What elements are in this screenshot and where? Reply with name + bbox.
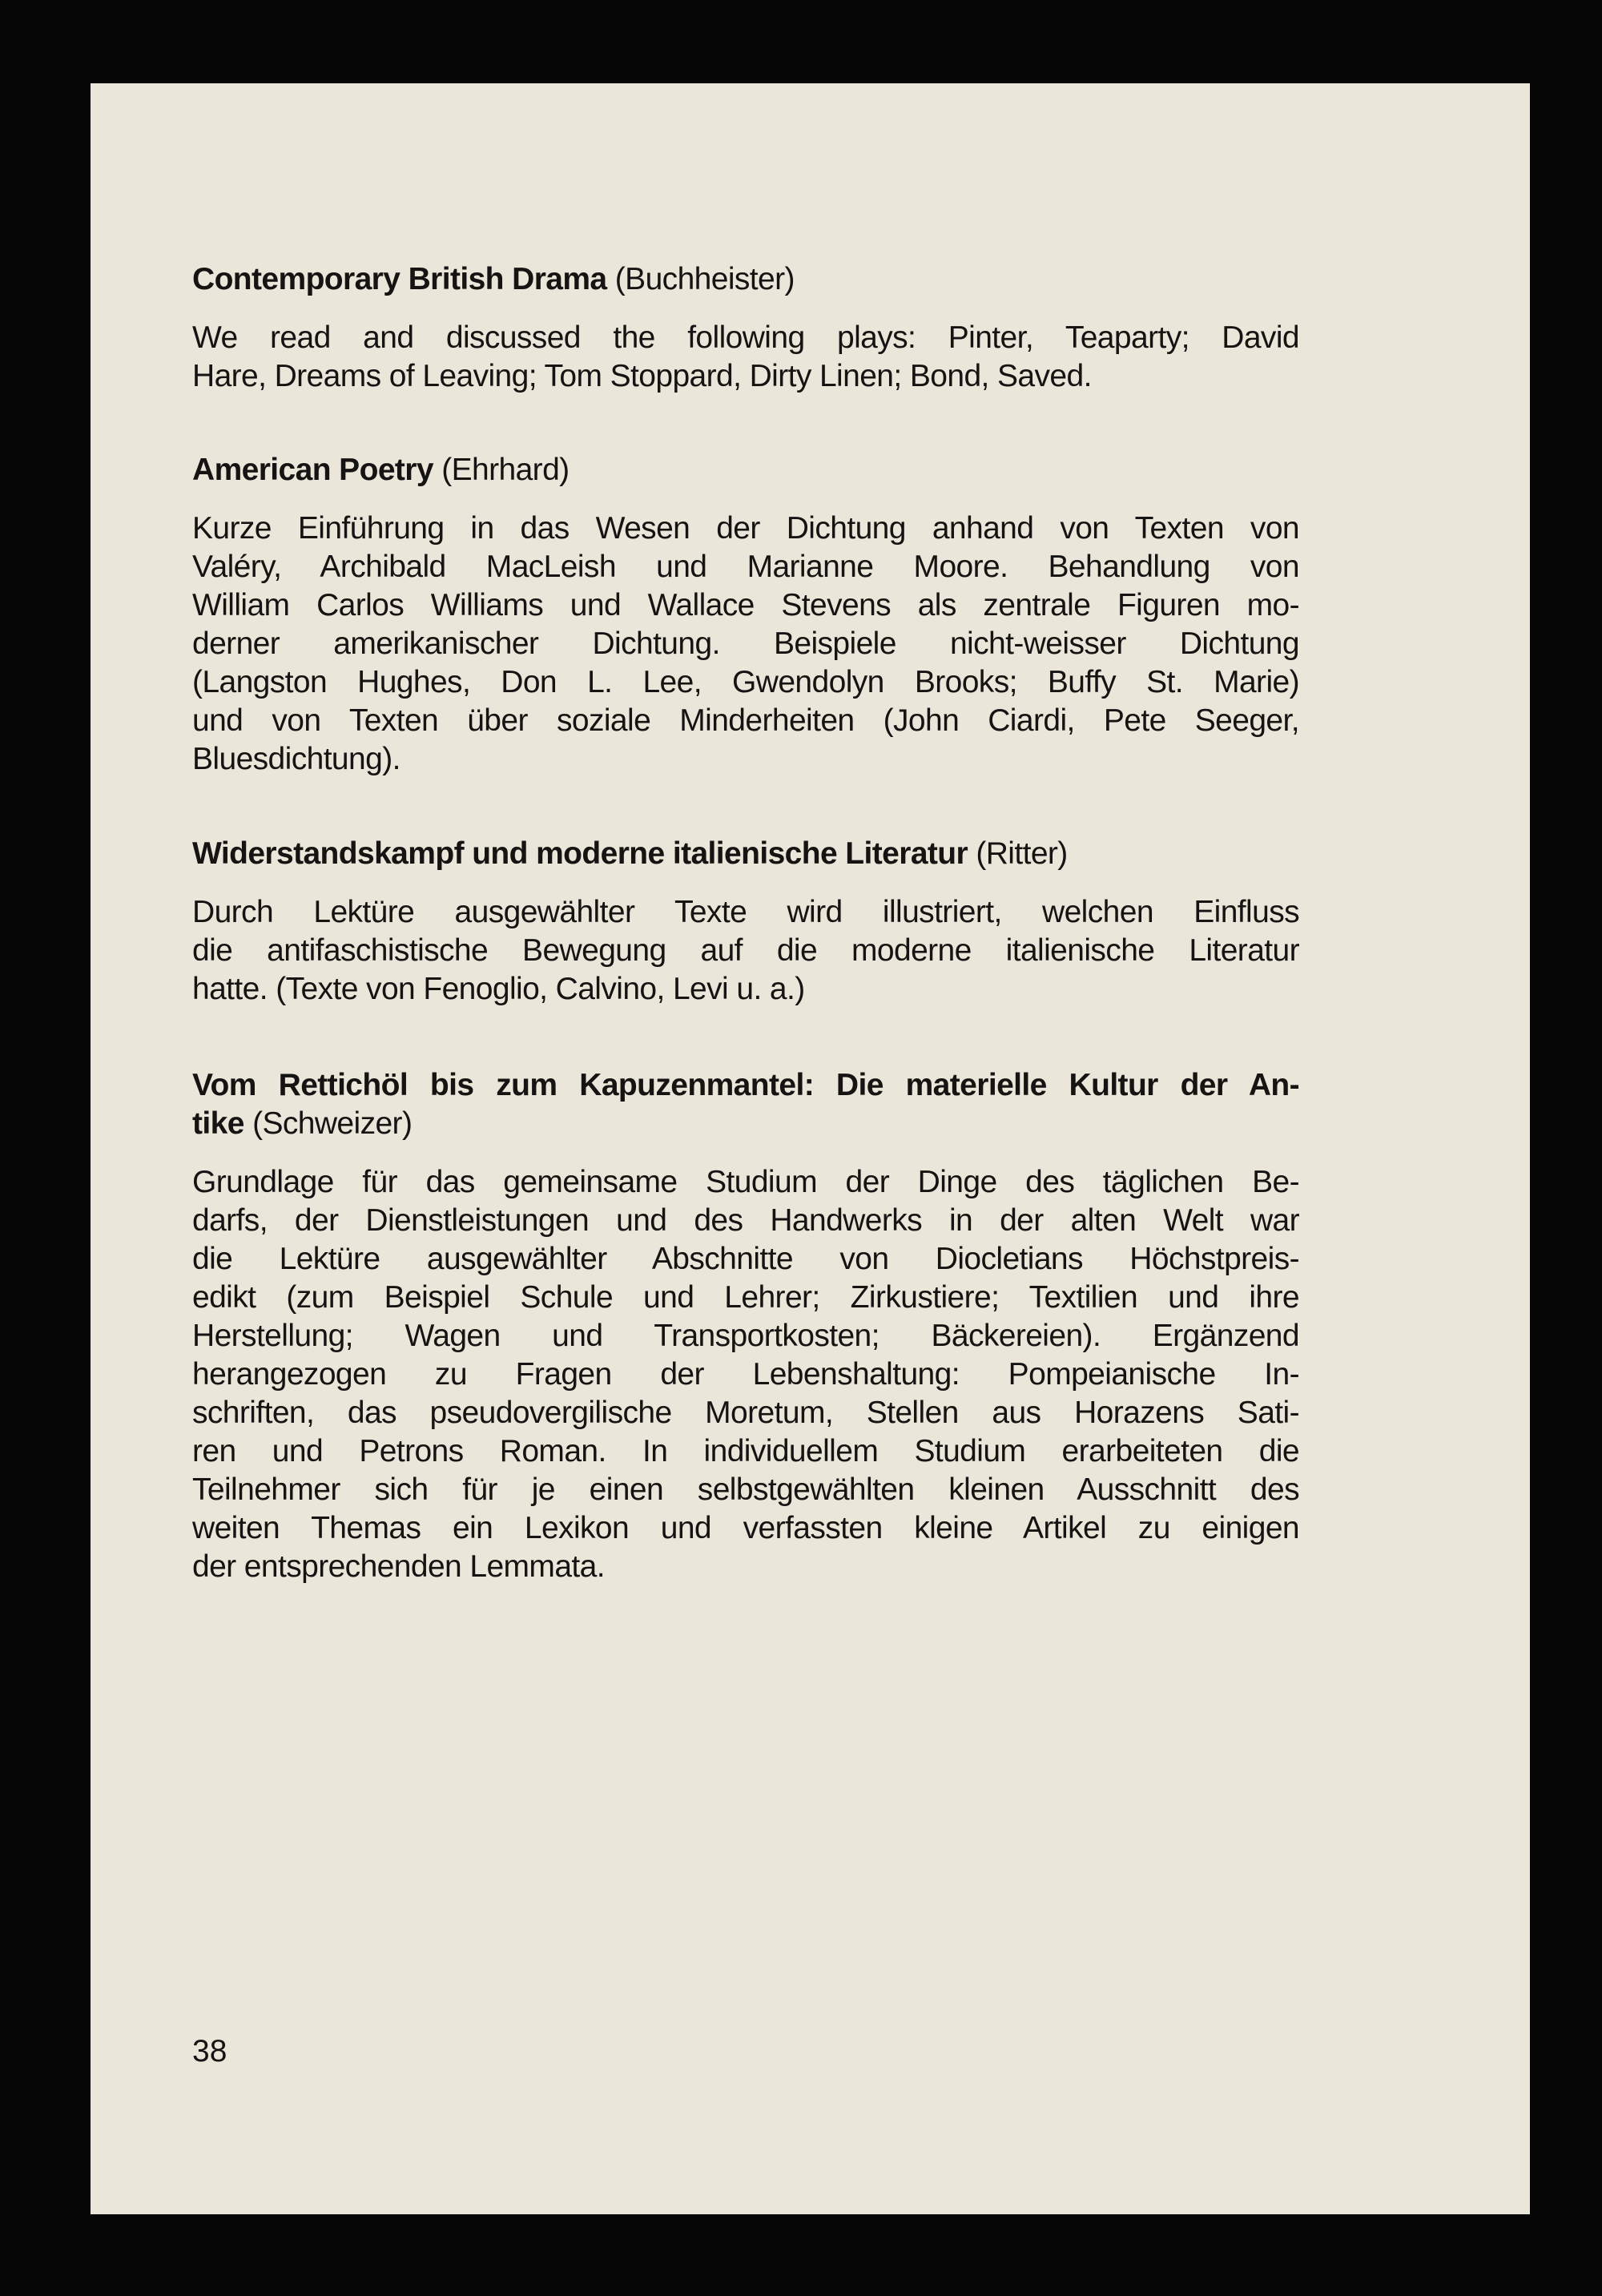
body-line: Teilnehmer sich für je einen selbstgewählten kleinen Ausschnitt des [192,1472,1299,1507]
body-line: We read and discussed the following plays: Pinter, Teaparty; David [192,320,1299,355]
section-author: (Schweizer) [252,1106,413,1141]
body-line: Bluesdichtung). [192,742,400,776]
body-line: Hare, Dreams of Leaving; Tom Stoppard, Dirty Linen; Bond, Saved. [192,359,1092,393]
body-line: der entsprechenden Lemmata. [192,1549,605,1584]
body-line: Kurze Einführung in das Wesen der Dichtung anhand von Texten von [192,511,1299,546]
body-line: Valéry, Archibald MacLeish und Marianne Moore. Behandlung von [192,550,1299,584]
section-british-drama [192,260,1299,396]
section-heading [192,260,1299,299]
body-line: und von Texten über soziale Minderheiten (John Ciardi, Pete Seeger, [192,703,1299,738]
body-line: hatte. (Texte von Fenoglio, Calvino, Levi u. a.) [192,972,805,1006]
body-line: die antifaschistische Bewegung auf die moderne italienische Literatur [192,933,1299,968]
body-line: Durch Lektüre ausgewählter Texte wird illustriert, welchen Einfluss [192,895,1299,929]
section-material-culture [192,1066,1299,1586]
section-american-poetry [192,451,1299,779]
body-line: ren und Petrons Roman. In individuellem Studium erarbeiteten die [192,1434,1299,1468]
section-body [192,510,1299,779]
page-number: 38 [192,2034,227,2068]
body-line: weiten Themas ein Lexikon und verfassten kleine Artikel zu einigen [192,1511,1299,1545]
section-title: Contemporary British Drama [192,262,607,296]
body-line: darfs, der Dienstleistungen und des Handwerks in der alten Welt war [192,1203,1299,1238]
section-author: (Ritter) [976,836,1068,871]
section-heading [192,1105,1299,1143]
section-heading [192,835,1299,873]
section-body [192,1163,1299,1586]
section-italian-literature [192,835,1299,1009]
section-author: (Buchheister) [614,262,795,296]
section-heading-line: Vom Rettichöl bis zum Kapuzenmantel: Die materielle Kultur der An- [192,1068,1299,1102]
body-line: die Lektüre ausgewählter Abschnitte von Diocletians Höchstpreis- [192,1242,1299,1276]
body-line: (Langston Hughes, Don L. Lee, Gwendolyn Brooks; Buffy St. Marie) [192,665,1299,699]
section-author: (Ehrhard) [441,453,570,487]
section-body [192,319,1299,396]
section-heading [192,451,1299,489]
body-line: Grundlage für das gemeinsame Studium der Dinge des täglichen Be- [192,1165,1299,1199]
body-line: schriften, das pseudovergilische Moretum, Stellen aus Horazens Sati- [192,1396,1299,1430]
body-line: William Carlos Williams und Wallace Stevens als zentrale Figuren mo- [192,588,1299,622]
section-body [192,893,1299,1009]
section-title: Widerstandskampf und moderne italienische Literatur [192,836,968,871]
section-title: tike [192,1106,244,1141]
body-line: derner amerikanischer Dichtung. Beispiele nicht-weisser Dichtung [192,626,1299,661]
section-title: American Poetry [192,453,433,487]
body-line: Herstellung; Wagen und Transportkosten; Bäckereien). Ergänzend [192,1319,1299,1353]
body-line: edikt (zum Beispiel Schule und Lehrer; Zirkustiere; Textilien und ihre [192,1280,1299,1315]
body-line: herangezogen zu Fragen der Lebenshaltung: Pompeianische In- [192,1357,1299,1392]
